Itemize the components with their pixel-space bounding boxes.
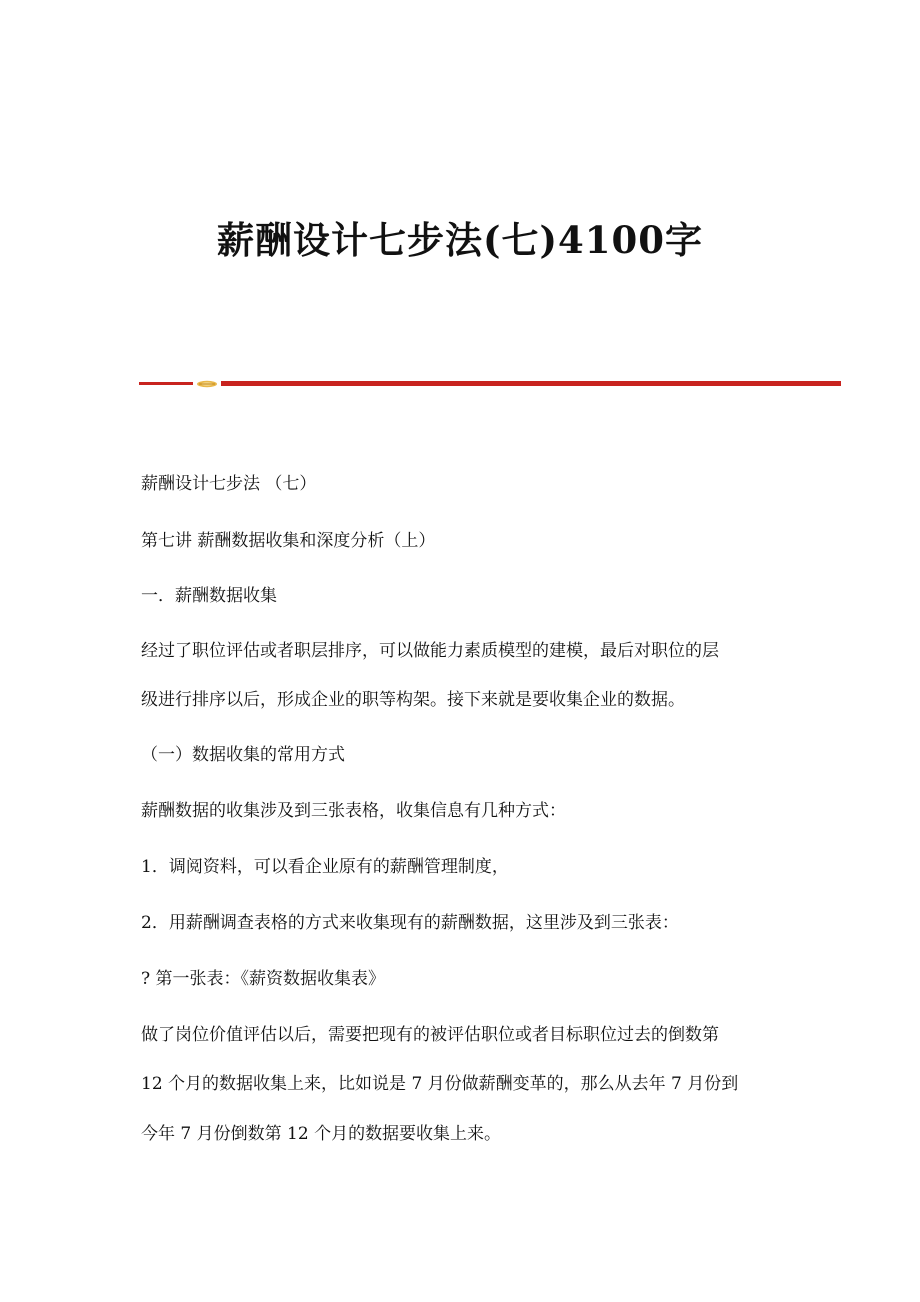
line-table-bullet: ? 第一张表：《薪资数据收集表》 (141, 969, 386, 989)
line-paragraph-1b: 级进行排序以后，形成企业的职等构架。接下来就是要收集企业的数据。 (141, 690, 685, 710)
title-divider (139, 380, 841, 388)
divider-bar-left (139, 382, 193, 385)
line-paragraph-1a: 经过了职位评估或者职层排序，可以做能力素质模型的建模，最后对职位的层 (141, 641, 719, 661)
line-section-heading: 一．薪酬数据收集 (141, 586, 277, 606)
line-series-heading: 薪酬设计七步法 （七） (141, 474, 317, 494)
line-paragraph-3a: 做了岗位价值评估以后，需要把现有的被评估职位或者目标职位过去的倒数第 (141, 1025, 719, 1045)
line-list-item-1: 1．调阅资料，可以看企业原有的薪酬管理制度， (141, 857, 509, 877)
line-paragraph-3b: 12 个月的数据收集上来，比如说是 7 月份做薪酬变革的，那么从去年 7 月份到 (141, 1074, 739, 1094)
line-lecture-heading: 第七讲 薪酬数据收集和深度分析（上） (141, 531, 436, 551)
divider-bar-right (221, 381, 841, 386)
line-paragraph-2: 薪酬数据的收集涉及到三张表格，收集信息有几种方式： (141, 801, 566, 821)
ornament-icon (196, 380, 218, 388)
line-paragraph-3c: 今年 7 月份倒数第 12 个月的数据要收集上来。 (141, 1124, 502, 1144)
line-subsection-heading: （一）数据收集的常用方式 (141, 745, 345, 765)
document-title: 薪酬设计七步法(七)4100字 (217, 218, 703, 262)
line-list-item-2: 2．用薪酬调查表格的方式来收集现有的薪酬数据，这里涉及到三张表： (141, 913, 679, 933)
